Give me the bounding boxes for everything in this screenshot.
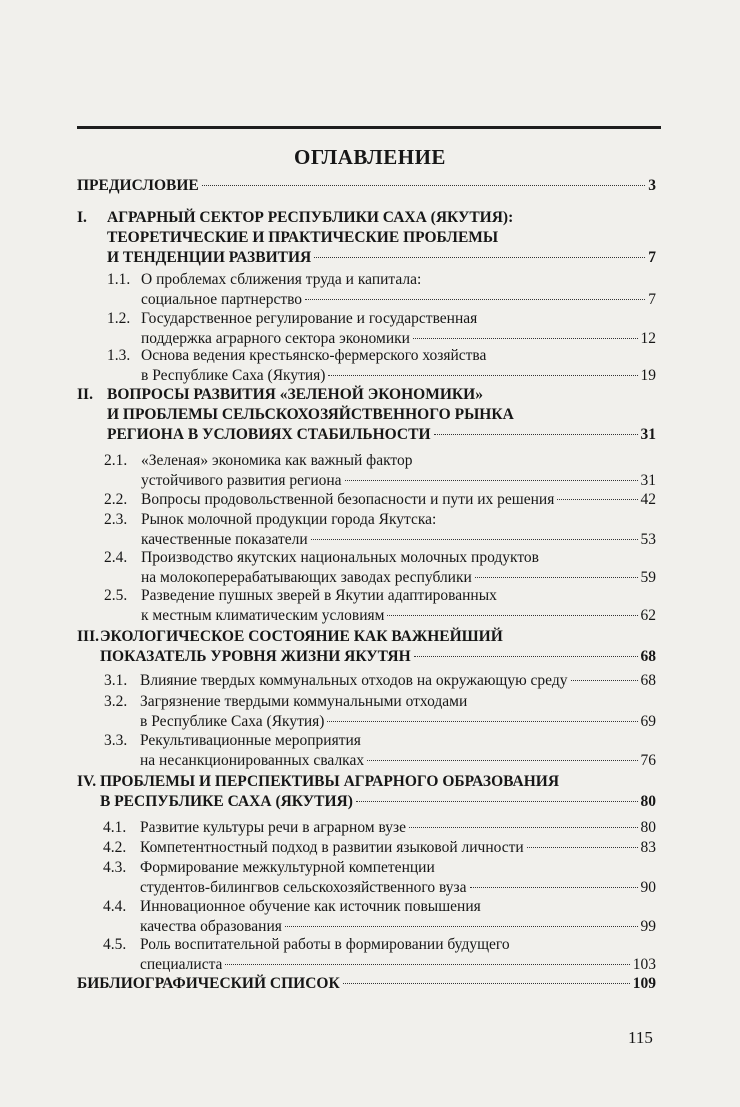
toc-entry[interactable] (77, 176, 656, 196)
dot-leader (311, 539, 638, 540)
entry-page-number: 7 (648, 249, 656, 266)
entry-page-number: 7 (648, 291, 656, 308)
entry-page-number: 80 (640, 819, 656, 836)
entry-title-line: в Республике Саха (Якутия) (140, 713, 325, 730)
entry-title-line: студентов-билингвов сельскохозяйственного вуза (140, 879, 467, 896)
entry-title-line: Рекультивационные мероприятия (140, 732, 361, 749)
entry-number: 2.4. (104, 549, 128, 566)
entry-title-line: социальное партнерство (141, 291, 303, 308)
entry-title-line: ПРОБЛЕМЫ И ПЕРСПЕКТИВЫ АГРАРНОГО ОБРАЗОВАНИЯ (100, 773, 560, 790)
dot-leader (434, 434, 638, 435)
toc-entry[interactable] (141, 309, 656, 349)
entry-number: 1.1. (107, 271, 131, 288)
dot-leader (202, 185, 646, 186)
entry-title-line: Производство якутских национальных молочных продуктов (141, 549, 539, 566)
toc-entry[interactable] (141, 346, 656, 386)
entry-page-number: 109 (632, 975, 656, 992)
entry-title-line: Развитие культуры речи в аграрном вузе (140, 819, 407, 836)
entry-title-line: ВОПРОСЫ РАЗВИТИЯ «ЗЕЛЕНОЙ ЭКОНОМИКИ» (107, 386, 483, 403)
dot-leader (470, 887, 638, 888)
entry-title-line: Разведение пушных зверей в Якутии адаптированных (141, 587, 497, 604)
dot-leader (328, 375, 637, 376)
entry-title-line: Загрязнение твердыми коммунальными отходами (140, 693, 468, 710)
toc-entry[interactable] (140, 858, 656, 898)
entry-number: I. (77, 209, 87, 226)
dot-leader (557, 499, 637, 500)
entry-number: 3.1. (104, 672, 128, 689)
entry-title-line: устойчивого развития региона (141, 472, 342, 489)
entry-title-line: Рынок молочной продукции города Якутска: (141, 511, 437, 528)
dot-leader (367, 760, 637, 761)
entry-title-line: АГРАРНЫЙ СЕКТОР РЕСПУБЛИКИ САХА (ЯКУТИЯ): (107, 209, 514, 226)
entry-title-line: Инновационное обучение как источник повышения (140, 898, 481, 915)
toc-entry[interactable] (141, 490, 656, 510)
entry-page-number: 3 (648, 177, 656, 194)
entry-number: 4.3. (103, 859, 127, 876)
toc-entry[interactable] (140, 818, 656, 838)
toc-entry[interactable] (140, 838, 656, 858)
toc-entry[interactable] (140, 897, 656, 937)
entry-title-line: к местным климатическим условиям (141, 607, 385, 624)
entry-page-number: 42 (640, 491, 656, 508)
entry-title-line: Государственное регулирование и государственная (141, 310, 478, 327)
entry-page-number: 76 (640, 752, 656, 769)
dot-leader (285, 926, 638, 927)
entry-title-line: И ПРОБЛЕМЫ СЕЛЬСКОХОЗЯЙСТВЕННОГО РЫНКА (107, 406, 514, 423)
dot-leader (225, 964, 629, 965)
dot-leader (571, 680, 638, 681)
toc-entry[interactable] (140, 671, 656, 691)
toc-entry[interactable] (140, 935, 656, 975)
entry-title-line: качественные показатели (141, 531, 308, 548)
entry-page-number: 68 (640, 672, 656, 689)
entry-title-line: Компетентностный подход в развитии языковой личности (140, 839, 524, 856)
entry-title-line: Формирование межкультурной компетенции (140, 859, 435, 876)
entry-title-line: Основа ведения крестьянско-фермерского хозяйства (141, 347, 487, 364)
entry-page-number: 83 (640, 839, 656, 856)
entry-number: 1.2. (107, 310, 131, 327)
entry-page-number: 68 (640, 648, 656, 665)
toc-entry[interactable] (141, 270, 656, 310)
entry-number: 1.3. (107, 347, 131, 364)
toc-entry[interactable] (100, 772, 656, 812)
entry-page-number: 53 (640, 531, 656, 548)
entry-number: 4.5. (103, 936, 127, 953)
entry-page-number: 69 (640, 713, 656, 730)
toc-entry[interactable] (141, 548, 656, 588)
entry-number: 3.3. (104, 732, 128, 749)
entry-title-line: на несанкционированных свалках (140, 752, 365, 769)
dot-leader (414, 656, 638, 657)
entry-page-number: 31 (640, 426, 656, 443)
entry-title-line: специалиста (140, 956, 223, 973)
header-rule (77, 126, 661, 129)
toc-entry[interactable] (107, 385, 656, 445)
entry-title-line: БИБЛИОГРАФИЧЕСКИЙ СПИСОК (77, 975, 340, 992)
dot-leader (327, 721, 637, 722)
entry-page-number: 99 (640, 918, 656, 935)
entry-title-line: Вопросы продовольственной безопасности и пути их решения (141, 491, 555, 508)
entry-number: 3.2. (104, 693, 128, 710)
entry-number: 4.4. (103, 898, 127, 915)
entry-title-line: качества образования (140, 918, 282, 935)
toc-entry[interactable] (140, 692, 656, 732)
dot-leader (343, 983, 630, 984)
entry-number: 2.1. (104, 452, 128, 469)
dot-leader (356, 801, 638, 802)
toc-entry[interactable] (107, 208, 656, 268)
entry-title-line: ЭКОЛОГИЧЕСКОЕ СОСТОЯНИЕ КАК ВАЖНЕЙШИЙ (100, 628, 503, 645)
entry-page-number: 19 (640, 367, 656, 384)
entry-page-number: 62 (640, 607, 656, 624)
toc-entry[interactable] (77, 974, 656, 994)
page-title: ОГЛАВЛЕНИЕ (294, 145, 446, 169)
entry-page-number: 90 (640, 879, 656, 896)
toc-entry[interactable] (141, 586, 656, 626)
entry-title-line: ПОКАЗАТЕЛЬ УРОВНЯ ЖИЗНИ ЯКУТЯН (100, 648, 411, 665)
entry-number: 2.2. (104, 491, 128, 508)
entry-title-line: Влияние твердых коммунальных отходов на окружающую среду (140, 672, 568, 689)
dot-leader (345, 480, 638, 481)
dot-leader (314, 257, 645, 258)
toc-entry[interactable] (140, 731, 656, 771)
entry-title-line: в Республике Саха (Якутия) (141, 367, 326, 384)
dot-leader (527, 847, 638, 848)
entry-page-number: 12 (640, 330, 656, 347)
dot-leader (387, 615, 637, 616)
entry-title-line: ТЕОРЕТИЧЕСКИЕ И ПРАКТИЧЕСКИЕ ПРОБЛЕМЫ (107, 229, 499, 246)
dot-leader (475, 577, 638, 578)
entry-title-line: И ТЕНДЕНЦИИ РАЗВИТИЯ (107, 249, 312, 266)
dot-leader (413, 338, 638, 339)
entry-number: 4.2. (103, 839, 127, 856)
entry-page-number: 80 (640, 793, 656, 810)
entry-title-line: РЕГИОНА В УСЛОВИЯХ СТАБИЛЬНОСТИ (107, 426, 431, 443)
toc-entry[interactable] (100, 627, 656, 667)
dot-leader (409, 827, 637, 828)
page-number: 115 (628, 1028, 653, 1047)
entry-title-line: поддержка аграрного сектора экономики (141, 330, 410, 347)
toc-entry[interactable] (141, 510, 656, 550)
entry-title-line: ПРЕДИСЛОВИЕ (77, 177, 199, 194)
entry-page-number: 103 (632, 956, 656, 973)
entry-page-number: 31 (640, 472, 656, 489)
entry-page-number: 59 (640, 569, 656, 586)
entry-title-line: на молокоперерабатывающих заводах республики (141, 569, 472, 586)
entry-title-line: О проблемах сближения труда и капитала: (141, 271, 422, 288)
entry-title-line: «Зеленая» экономика как важный фактор (141, 452, 413, 469)
dot-leader (305, 299, 645, 300)
entry-title-line: В РЕСПУБЛИКЕ САХА (ЯКУТИЯ) (100, 793, 353, 810)
entry-number: III. (77, 628, 99, 645)
entry-number: 4.1. (103, 819, 127, 836)
entry-title-line: Роль воспитательной работы в формировании будущего (140, 936, 510, 953)
entry-number: IV. (77, 773, 97, 790)
entry-number: 2.3. (104, 511, 128, 528)
entry-number: 2.5. (104, 587, 128, 604)
entry-number: II. (77, 386, 93, 403)
toc-entry[interactable] (141, 451, 656, 491)
